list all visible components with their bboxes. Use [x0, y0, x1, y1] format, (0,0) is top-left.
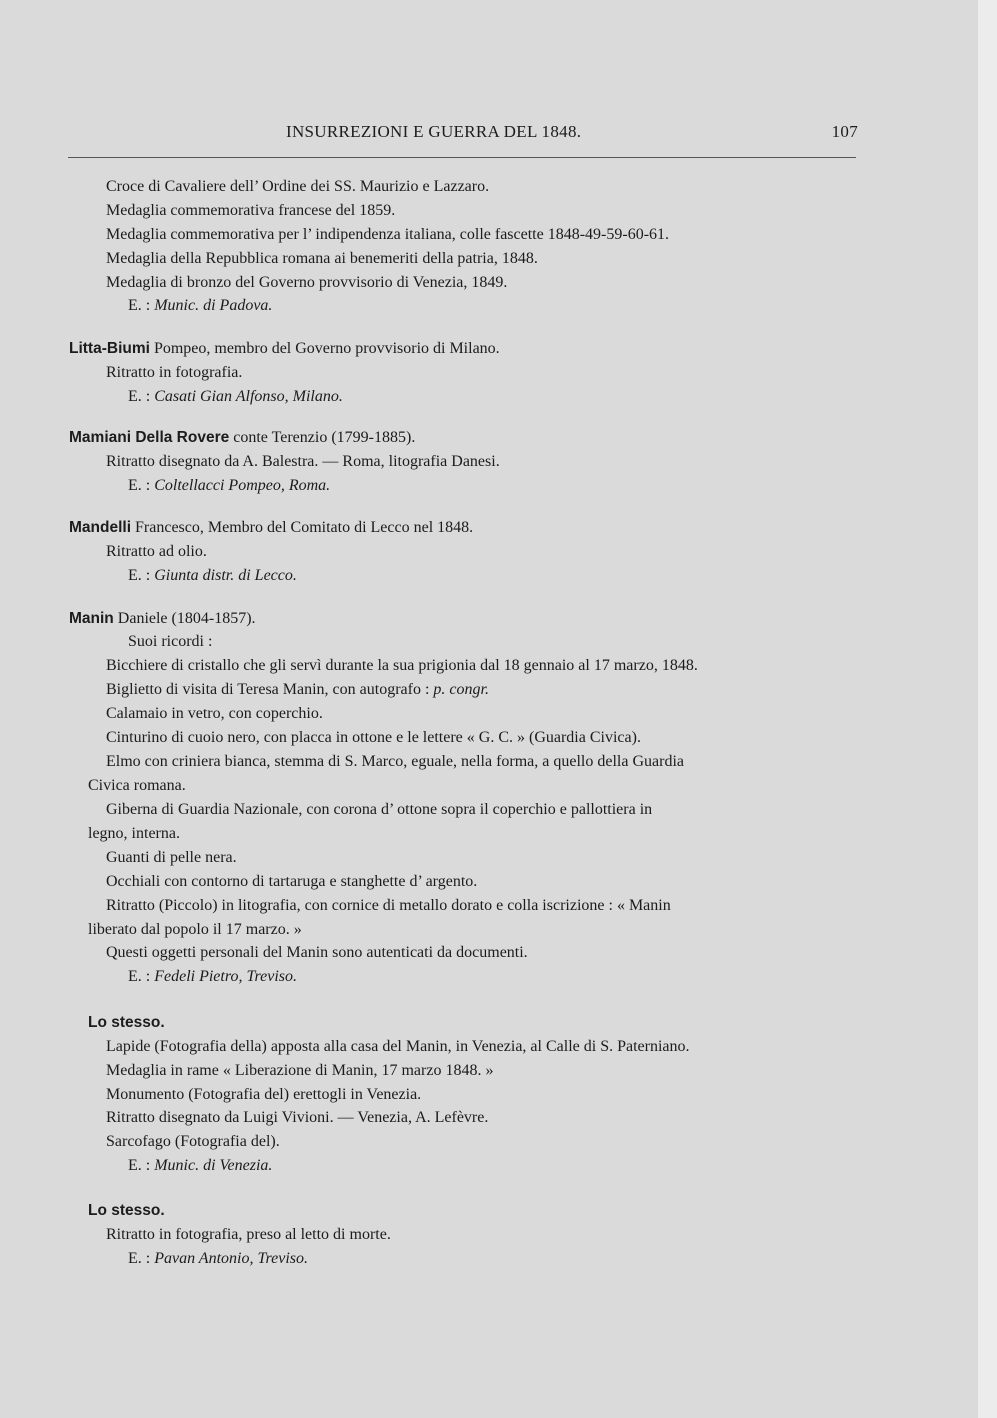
entry-name: Mamiani Della Rovere	[69, 429, 230, 446]
entry-line: Cinturino di cuoio nero, con placca in ottone e le lettere « G. C. » (Guardia Civica).	[106, 729, 641, 746]
lender-label: E. :	[128, 968, 151, 985]
page-edge	[978, 0, 997, 1418]
entry-description: conte Terenzio (1799-1885).	[233, 429, 416, 446]
entry-heading	[88, 1201, 165, 1221]
header-rule	[68, 157, 856, 158]
entry-name: Mandelli	[69, 519, 132, 536]
entry-line: legno, interna.	[88, 825, 180, 842]
entry-description: Pompeo, membro del Governo provvisorio di Milano.	[153, 340, 500, 357]
lender-line	[128, 476, 330, 496]
entry-line: Medaglia commemorativa per l’ indipendenza italiana, colle fascette 1848-49-59-60-61.	[106, 226, 670, 243]
lender-name: Coltellacci Pompeo, Roma.	[154, 477, 331, 494]
lender-label: E. :	[128, 388, 151, 405]
lender-line	[128, 1249, 308, 1269]
entry-name: Litta-Biumi	[69, 340, 150, 357]
lender-name: Fedeli Pietro, Treviso.	[154, 968, 298, 985]
entry-line: Ritratto ad olio.	[106, 543, 207, 560]
entry-description: Daniele (1804-1857).	[117, 610, 256, 627]
header-title: INSURREZIONI E GUERRA DEL 1848.	[286, 122, 582, 141]
lender-line	[128, 566, 297, 586]
entry-name: Lo stesso.	[88, 1014, 165, 1031]
entry-line: Medaglia commemorativa francese del 1859.	[106, 202, 396, 219]
lender-line	[128, 967, 297, 987]
entry-line: Medaglia di bronzo del Governo provvisorio di Venezia, 1849.	[106, 274, 508, 291]
entry-line-text: Biglietto di visita di Teresa Manin, con autografo :	[106, 681, 430, 698]
entry-line: Ritratto disegnato da Luigi Vivioni. — Venezia, A. Lefèvre.	[106, 1109, 489, 1126]
page-number: 107	[831, 122, 858, 141]
entry-description: Francesco, Membro del Comitato di Lecco nel 1848.	[135, 519, 474, 536]
lender-label: E. :	[128, 477, 151, 494]
entry-line	[106, 680, 489, 700]
lender-label: E. :	[128, 567, 151, 584]
running-header	[68, 122, 858, 146]
entry-line: Sarcofago (Fotografia del).	[106, 1133, 280, 1150]
entry-line: Ritratto disegnato da A. Balestra. — Roma, litografia Danesi.	[106, 453, 500, 470]
entry-line: Calamaio in vetro, con coperchio.	[106, 705, 323, 722]
lender-label: E. :	[128, 1157, 151, 1174]
entry-line: Lapide (Fotografia della) apposta alla casa del Manin, in Venezia, al Calle di S. Paterniano.	[106, 1038, 690, 1055]
entry-name: Lo stesso.	[88, 1202, 165, 1219]
entry-line: Occhiali con contorno di tartaruga e stanghette d’ argento.	[106, 873, 478, 890]
entry-line: Medaglia in rame « Liberazione di Manin, 17 marzo 1848. »	[106, 1062, 494, 1079]
entry-line: Ritratto in fotografia, preso al letto di morte.	[106, 1226, 391, 1243]
entry-line: Elmo con criniera bianca, stemma di S. Marco, eguale, nella forma, a quello della Guardia	[106, 753, 684, 770]
entry-line: Medaglia della Repubblica romana ai benemeriti della patria, 1848.	[106, 250, 538, 267]
lender-name: Giunta distr. di Lecco.	[154, 567, 297, 584]
autograph-note: p. congr.	[433, 681, 489, 698]
entry-heading	[69, 518, 473, 538]
lender-line	[128, 296, 272, 316]
entry-name: Manin	[69, 610, 114, 627]
lender-name: Pavan Antonio, Treviso.	[154, 1250, 308, 1267]
entry-heading	[88, 1013, 165, 1033]
entry-heading	[69, 609, 256, 629]
entry-heading	[69, 428, 415, 448]
lender-line	[128, 1156, 272, 1176]
lender-name: Munic. di Venezia.	[154, 1157, 273, 1174]
entry-heading	[69, 339, 500, 359]
entry-line: Bicchiere di cristallo che gli servì durante la sua prigionia dal 18 gennaio al 17 marzo, 1848.	[106, 657, 698, 674]
entry-line: liberato dal popolo il 17 marzo. »	[88, 921, 302, 938]
lender-label: E. :	[128, 297, 151, 314]
lender-name: Munic. di Padova.	[154, 297, 273, 314]
entry-line: Ritratto in fotografia.	[106, 364, 243, 381]
entry-line: Croce di Cavaliere dell’ Ordine dei SS. Maurizio e Lazzaro.	[106, 178, 490, 195]
entry-subheading: Suoi ricordi :	[128, 633, 213, 650]
entry-line: Guanti di pelle nera.	[106, 849, 237, 866]
entry-line: Civica romana.	[88, 777, 186, 794]
entry-line: Questi oggetti personali del Manin sono autenticati da documenti.	[106, 944, 528, 961]
entry-line: Giberna di Guardia Nazionale, con corona d’ ottone sopra il coperchio e pallottiera in	[106, 801, 653, 818]
entry-line: Monumento (Fotografia del) erettogli in Venezia.	[106, 1086, 422, 1103]
lender-line	[128, 387, 343, 407]
lender-name: Casati Gian Alfonso, Milano.	[154, 388, 343, 405]
entry-line: Ritratto (Piccolo) in litografia, con cornice di metallo dorato e colla iscrizione : « Manin	[106, 897, 671, 914]
lender-label: E. :	[128, 1250, 151, 1267]
